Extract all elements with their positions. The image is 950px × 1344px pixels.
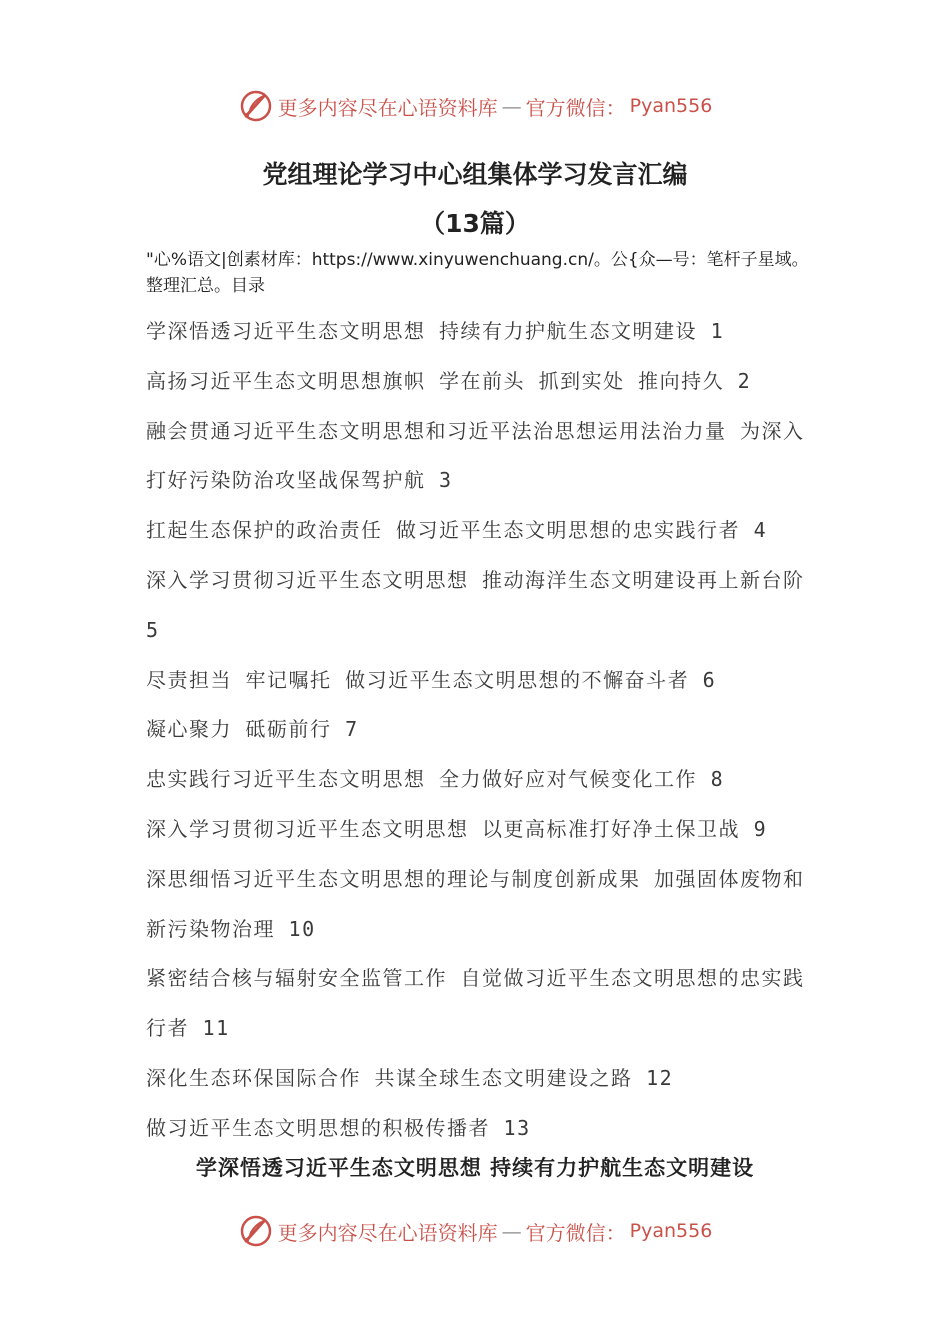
table-of-contents: [146, 307, 816, 1154]
toc-entry[interactable]: 紧密结合核与辐射安全监管工作 自觉做习近平生态文明思想的忠实践行者 11: [146, 966, 805, 1041]
document-title: 党组理论学习中心组集体学习发言汇编: [262, 160, 688, 189]
quill-logo-icon: [238, 1213, 274, 1249]
source-note: "心%语文|创素材库：https://www.xinyuwenchuang.cn/。公{众—号：笔杆子星域。整理汇总。目录: [146, 250, 809, 296]
banner-separator: —: [501, 1219, 522, 1243]
banner-wechat-label: 官方微信：: [525, 95, 626, 120]
toc-entry[interactable]: 高扬习近平生态文明思想旗帜 学在前头 抓到实处 推向持久 2: [146, 368, 752, 393]
banner-separator: —: [501, 94, 522, 118]
document-subtitle: （13篇）: [420, 209, 530, 238]
toc-entry[interactable]: 学深悟透习近平生态文明思想 持续有力护航生态文明建设 1: [146, 319, 725, 343]
footer-watermark-banner: [0, 1211, 950, 1251]
quill-logo-icon: [238, 88, 274, 124]
toc-entry[interactable]: 做习近平生态文明思想的积极传播者 13: [146, 1115, 531, 1140]
toc-entry[interactable]: 凝心聚力 砥砺前行 7: [146, 717, 359, 742]
toc-entry[interactable]: 深化生态环保国际合作 共谋全球生态文明建设之路 12: [146, 1065, 674, 1090]
section-heading: 学深悟透习近平生态文明思想 持续有力护航生态文明建设: [195, 1156, 755, 1180]
banner-text: 更多内容尽在心语资料库: [277, 95, 498, 120]
banner-wechat-id: Pyan556: [629, 1220, 713, 1242]
toc-entry[interactable]: 忠实践行习近平生态文明思想 全力做好应对气候变化工作 8: [146, 767, 725, 792]
banner-wechat-label: 官方微信：: [525, 1220, 626, 1245]
toc-entry[interactable]: 融会贯通习近平生态文明思想和习近平法治思想运用法治力量 为深入打好污染防治攻坚战保驾护航 3: [146, 418, 805, 493]
toc-entry[interactable]: 尽责担当 牢记嘱托 做习近平生态文明思想的不懈奋斗者 6: [146, 667, 717, 692]
toc-entry[interactable]: 深思细悟习近平生态文明思想的理论与制度创新成果 加强固体废物和新污染物治理 10: [146, 866, 805, 941]
toc-entry[interactable]: 深入学习贯彻习近平生态文明思想 推动海洋生态文明建设再上新台阶 5: [146, 567, 805, 642]
toc-entry[interactable]: 扛起生态保护的政治责任 做习近平生态文明思想的忠实践行者 4: [146, 518, 768, 543]
header-watermark-banner: [0, 86, 950, 126]
banner-text: 更多内容尽在心语资料库: [277, 1220, 498, 1245]
banner-wechat-id: Pyan556: [629, 95, 713, 117]
toc-entry[interactable]: 深入学习贯彻习近平生态文明思想 以更高标准打好净土保卫战 9: [146, 816, 768, 841]
